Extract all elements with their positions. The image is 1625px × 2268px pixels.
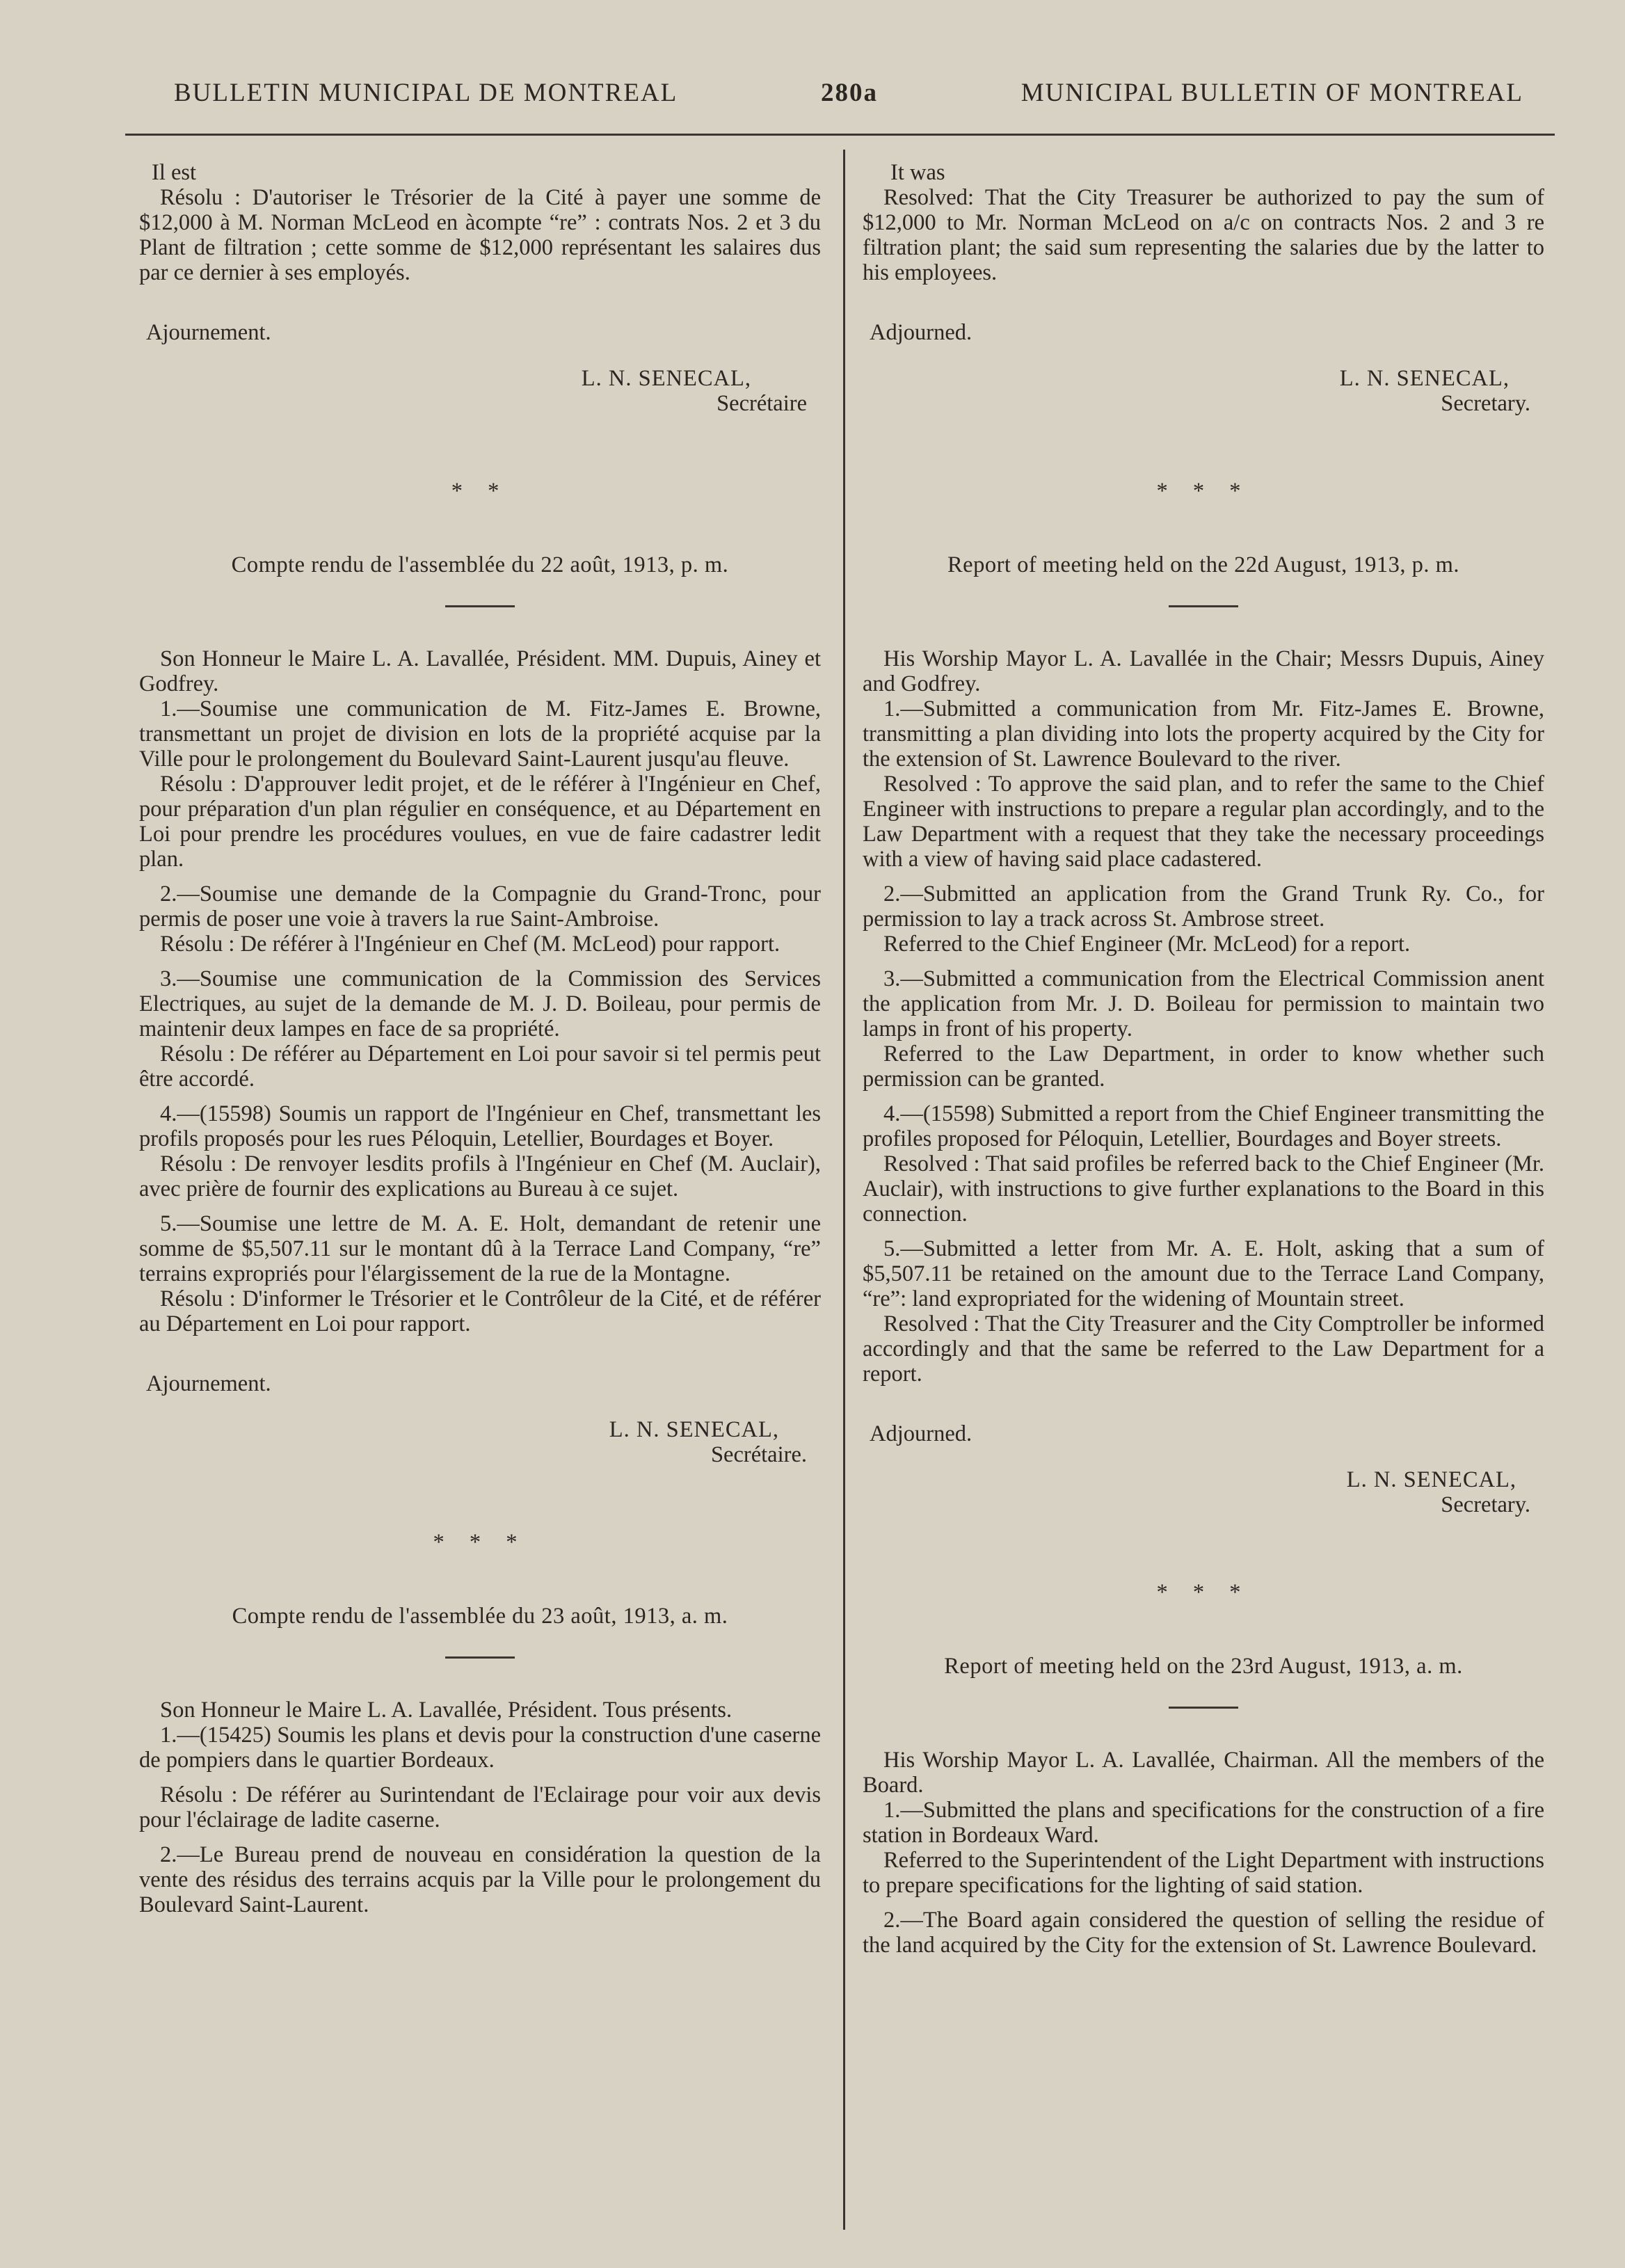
signature-role: Secretary.	[1441, 1492, 1530, 1517]
attendance-text: His Worship Mayor L. A. Lavallée, Chairman. All the members of the Board.	[863, 1748, 1544, 1798]
agenda-resolution: Resolved : That the City Treasurer and the City Comptroller be informed accordingly and that the same be referred to the Law Department for a report.	[863, 1311, 1544, 1387]
report-title: Compte rendu de l'assemblée du 23 août, 1913, a. m.	[232, 1604, 728, 1629]
agenda-resolution: Referred to the Chief Engineer (Mr. McLeod) for a report.	[883, 932, 1411, 957]
adjournment-text: Adjourned.	[870, 320, 972, 345]
agenda-resolution: Résolu : De référer à l'Ingénieur en Chef (M. McLeod) pour rapport.	[160, 932, 781, 957]
title-rule	[445, 605, 515, 607]
attendance-text: Son Honneur le Maire L. A. Lavallée, Président. MM. Dupuis, Ainey et Godfrey.	[139, 646, 821, 696]
agenda-item: 1.—Soumise une communication de M. Fitz-James E. Browne, transmettant un projet de division en lots de la propriété acquise par la Ville pour le prolongement du Boulevard Saint-Laurent jusqu'au fleuve.	[139, 696, 821, 772]
agenda-resolution: Resolved : That said profiles be referred back to the Chief Engineer (Mr. Auclair), with instructions to give further explanations to the Board in this connection.	[863, 1151, 1544, 1227]
agenda-resolution: Résolu : De renvoyer lesdits profils à l'Ingénieur en Chef (M. Auclair), avec prière de fournir des explications au Bureau à ce sujet.	[139, 1151, 821, 1201]
signature-role: Secrétaire	[717, 391, 807, 416]
title-rule	[445, 1656, 515, 1659]
agenda-item: 1.—Submitted the plans and specifications for the construction of a fire station in Bordeaux Ward.	[863, 1798, 1544, 1848]
agenda-resolution: Résolu : De référer au Surintendant de l'Eclairage pour voir aux devis pour l'éclairage de ladite caserne.	[139, 1782, 821, 1832]
intro-text: Il est	[152, 160, 197, 185]
header-rule	[125, 134, 1555, 136]
section-separator: * *	[451, 479, 509, 504]
attendance-text: His Worship Mayor L. A. Lavallée in the Chair; Messrs Dupuis, Ainey and Godfrey.	[863, 646, 1544, 696]
report-title: Report of meeting held on the 23rd August, 1913, a. m.	[944, 1654, 1463, 1679]
section-separator: * * *	[1156, 1580, 1251, 1605]
agenda-item: 2.—Soumise une demande de la Compagnie du Grand-Tronc, pour permis de poser une voie à travers la rue Saint-Ambroise.	[139, 881, 821, 932]
signature-name: L. N. SENECAL,	[581, 366, 751, 391]
report-title: Compte rendu de l'assemblée du 22 août, 1913, p. m.	[231, 552, 729, 577]
column-divider	[843, 150, 845, 2230]
adjournment-text: Ajournement.	[146, 320, 271, 345]
agenda-item: 5.—Submitted a letter from Mr. A. E. Holt, asking that a sum of $5,507.11 be retained on the amount due to the Terrace Land Company, “re”: land expropriated for the widening of Mountain street.	[863, 1236, 1544, 1311]
french-column	[139, 160, 821, 1917]
header-title-french: BULLETIN MUNICIPAL DE MONTREAL	[174, 79, 678, 107]
agenda-item: 3.—Submitted a communication from the Electrical Commission anent the application from Mr. J. D. Boileau for permission to maintain two lamps in front of his property.	[863, 966, 1544, 1041]
agenda-resolution: Résolu : De référer au Département en Loi pour savoir si tel permis peut être accordé.	[139, 1041, 821, 1092]
title-rule	[1169, 1707, 1238, 1709]
section-separator: * * *	[433, 1530, 527, 1555]
section-separator: * * *	[1156, 479, 1251, 504]
page-number: 280a	[821, 79, 878, 107]
agenda-resolution: Résolu : D'informer le Trésorier et le Contrôleur de la Cité, et de référer au Département en Loi pour rapport.	[139, 1286, 821, 1336]
agenda-item: 1.—Submitted a communication from Mr. Fitz-James E. Browne, transmitting a plan dividing into lots the property acquired by the City for the extension of St. Lawrence Boulevard to the river.	[863, 696, 1544, 772]
intro-text: It was	[890, 160, 945, 185]
signature-role: Secrétaire.	[710, 1442, 807, 1467]
signature-name: L. N. SENECAL,	[1339, 366, 1510, 391]
agenda-item: 3.—Soumise une communication de la Commission des Services Electriques, au sujet de la demande de M. J. D. Boileau, pour permis de maintenir deux lampes en face de sa propriété.	[139, 966, 821, 1041]
agenda-resolution: Referred to the Superintendent of the Light Department with instructions to prepare specifications for the lighting of said station.	[863, 1848, 1544, 1898]
signature-name: L. N. SENECAL,	[609, 1417, 779, 1442]
resolution-text: Resolved: That the City Treasurer be authorized to pay the sum of $12,000 to Mr. Norman McLeod on a/c on contracts Nos. 2 and 3 re filtration plant; the said sum representing the salaries due by the latter to his employees.	[863, 185, 1544, 285]
attendance-text: Son Honneur le Maire L. A. Lavallée, Président. Tous présents.	[160, 1698, 733, 1723]
agenda-item: 2.—Le Bureau prend de nouveau en considération la question de la vente des résidus des terrains acquis par la Ville pour le prolongement du Boulevard Saint-Laurent.	[139, 1842, 821, 1917]
adjournment-text: Ajournement.	[146, 1371, 271, 1396]
agenda-item: 4.—(15598) Soumis un rapport de l'Ingénieur en Chef, transmettant les profils proposés pour les rues Péloquin, Letellier, Bourdages et Boyer.	[139, 1101, 821, 1151]
signature-role: Secretary.	[1441, 391, 1530, 416]
header-title-english: MUNICIPAL BULLETIN OF MONTREAL	[1020, 79, 1523, 107]
agenda-resolution: Résolu : D'approuver ledit projet, et de le référer à l'Ingénieur en Chef, pour préparation d'un plan régulier en conséquence, et au Département en Loi pour prendre les procédures voulues, en vue de faire cadastrer ledit plan.	[139, 772, 821, 872]
agenda-resolution: Referred to the Law Department, in order to know whether such permission can be granted.	[863, 1041, 1544, 1092]
agenda-item: 5.—Soumise une lettre de M. A. E. Holt, demandant de retenir une somme de $5,507.11 sur le montant dû à la Terrace Land Company, “re” terrains expropriés pour l'élargissement de la rue de la Montagne.	[139, 1211, 821, 1286]
report-title: Report of meeting held on the 22d August, 1913, p. m.	[947, 552, 1459, 577]
signature-name: L. N. SENECAL,	[1346, 1467, 1516, 1492]
agenda-item: 4.—(15598) Submitted a report from the Chief Engineer transmitting the profiles proposed for Péloquin, Letellier, Bourdages and Boyer streets.	[863, 1101, 1544, 1151]
english-column	[863, 160, 1544, 1958]
title-rule	[1169, 605, 1238, 607]
page-header	[125, 78, 1565, 120]
adjournment-text: Adjourned.	[870, 1421, 972, 1446]
resolution-text: Résolu : D'autoriser le Trésorier de la Cité à payer une somme de $12,000 à M. Norman McLeod en àcompte “re” : contrats Nos. 2 et 3 du Plant de filtration ; cette somme de $12,000 représentant les salaires dus par ce dernier à ses employés.	[139, 185, 821, 285]
agenda-item: 2.—The Board again considered the question of selling the residue of the land acquired by the City for the extension of St. Lawrence Boulevard.	[863, 1908, 1544, 1958]
agenda-item: 2.—Submitted an application from the Grand Trunk Ry. Co., for permission to lay a track across St. Ambrose street.	[863, 881, 1544, 932]
agenda-resolution: Resolved : To approve the said plan, and to refer the same to the Chief Engineer with instructions to prepare a regular plan accordingly, and to the Law Department with a request that they take the necessary proceedings with a view of having said place cadastered.	[863, 772, 1544, 872]
agenda-item: 1.—(15425) Soumis les plans et devis pour la construction d'une caserne de pompiers dans le quartier Bordeaux.	[139, 1723, 821, 1773]
